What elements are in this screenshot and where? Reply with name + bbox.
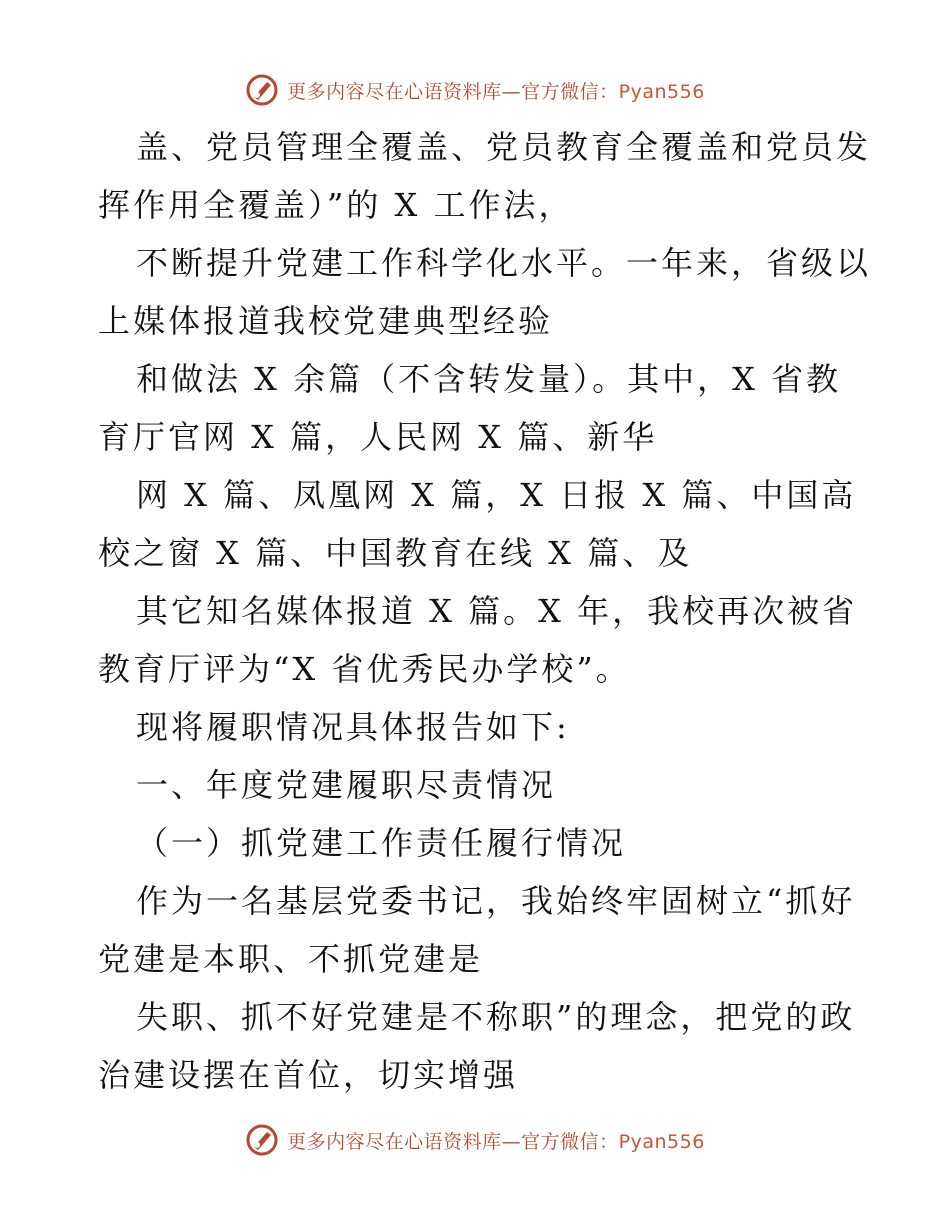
body-line-4: 上媒体报道我校党建典型经验 — [98, 302, 554, 340]
body-line-7: 网 X 篇、凤凰网 X 篇，X 日报 X 篇、中国高 — [136, 476, 857, 514]
document-body — [98, 118, 872, 1104]
body-line-11: 现将履职情况具体报告如下: — [136, 708, 570, 746]
section-heading-1: 一、年度党建履职尽责情况 — [136, 766, 557, 804]
footer-banner — [0, 1118, 950, 1162]
body-line-16: 失职、抓不好党建是不称职”的理念，把党的政 — [136, 998, 856, 1036]
body-line-6: 育厅官网 X 篇，人民网 X 篇、新华 — [98, 418, 658, 456]
footer-banner-label: 更多内容尽在心语资料库—官方微信： — [287, 1130, 619, 1153]
body-line-5: 和做法 X 余篇（不含转发量）。其中，X 省教 — [136, 360, 842, 398]
header-banner — [0, 68, 950, 112]
footer-banner-text — [287, 1127, 705, 1154]
body-line-8: 校之窗 X 篇、中国教育在线 X 篇、及 — [98, 534, 693, 572]
header-banner-label: 更多内容尽在心语资料库—官方微信： — [287, 80, 619, 103]
brand-logo-icon — [245, 1123, 279, 1157]
subsection-heading-1: （一）抓党建工作责任履行情况 — [136, 824, 627, 862]
body-line-17: 治建设摆在首位，切实增强 — [98, 1056, 519, 1094]
body-line-2: 挥作用全覆盖）”的 X 工作法， — [98, 186, 574, 224]
body-line-9: 其它知名媒体报道 X 篇。X 年，我校再次被省 — [136, 592, 858, 630]
header-banner-handle: Pyan556 — [618, 80, 705, 103]
header-banner-text — [287, 77, 705, 104]
body-line-10: 教育厅评为“X 省优秀民办学校”。 — [98, 650, 631, 688]
footer-banner-handle: Pyan556 — [618, 1130, 705, 1153]
body-line-3: 不断提升党建工作科学化水平。一年来，省级以 — [136, 244, 872, 282]
body-line-14: 作为一名基层党委书记，我始终牢固树立“抓好 — [136, 882, 856, 920]
body-line-1: 盖、党员管理全覆盖、党员教育全覆盖和党员发 — [136, 128, 872, 166]
brand-logo-icon — [245, 73, 279, 107]
body-line-15: 党建是本职、不抓党建是 — [98, 940, 484, 978]
